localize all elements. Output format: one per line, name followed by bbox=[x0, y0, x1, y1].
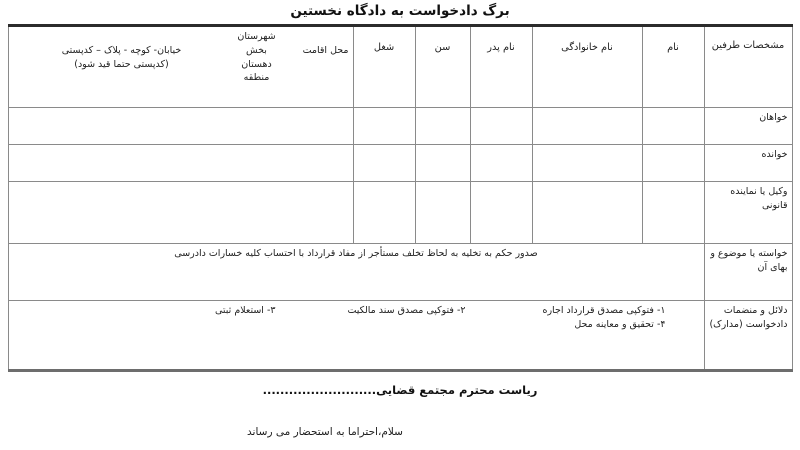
column-header-occupation: شغل bbox=[353, 26, 415, 108]
column-header-parties bbox=[704, 26, 792, 108]
table-row-plaintiff bbox=[8, 108, 792, 145]
cell-documents-list[interactable] bbox=[8, 301, 704, 371]
row-label-defendant: خوانده bbox=[704, 145, 792, 182]
document-item-3: ۳- استعلام ثبتی bbox=[215, 305, 276, 316]
table-header-row bbox=[8, 26, 792, 108]
row-label-plaintiff: خواهان bbox=[704, 108, 792, 145]
documents-line-2 bbox=[13, 318, 700, 332]
table-row-defendant bbox=[8, 145, 792, 182]
row-label-claim: خواسته یا موضوع و بهای آن bbox=[704, 244, 792, 301]
cell-attorney-residence[interactable] bbox=[8, 182, 353, 244]
cell-plaintiff-residence[interactable] bbox=[8, 108, 353, 145]
cell-attorney-last-name[interactable] bbox=[532, 182, 642, 244]
cell-defendant-age[interactable] bbox=[415, 145, 470, 182]
cell-plaintiff-first-name[interactable] bbox=[642, 108, 704, 145]
cell-attorney-first-name[interactable] bbox=[642, 182, 704, 244]
table-row-attorney bbox=[8, 182, 792, 244]
documents-line-1 bbox=[13, 304, 700, 318]
residence-admin-divisions: شهرستان بخش دهستان منطقه bbox=[237, 31, 276, 84]
cell-plaintiff-occupation[interactable] bbox=[353, 108, 415, 145]
cell-defendant-residence[interactable] bbox=[8, 145, 353, 182]
column-header-first-name: نام bbox=[642, 26, 704, 108]
addressee-line: ریاست محترم مجتمع قضایی.......................... bbox=[262, 383, 538, 397]
cell-defendant-last-name[interactable] bbox=[532, 145, 642, 182]
petition-form-table bbox=[8, 24, 793, 372]
table-row-documents bbox=[8, 301, 792, 371]
column-header-residence bbox=[8, 26, 353, 108]
cell-plaintiff-father-name[interactable] bbox=[470, 108, 532, 145]
document-item-4: ۴- تحقیق و معاینه محل bbox=[574, 318, 666, 330]
column-header-last-name: نام خانوادگی bbox=[532, 26, 642, 108]
greeting-line: سلام،احتراما به استحضار می رساند bbox=[247, 426, 403, 438]
table-row-claim bbox=[8, 244, 792, 301]
page-title: برگ دادخواست به دادگاه نخستین bbox=[290, 3, 510, 19]
cell-attorney-father-name[interactable] bbox=[470, 182, 532, 244]
row-label-attorney: وکیل یا نماینده قانونی bbox=[704, 182, 792, 244]
cell-plaintiff-age[interactable] bbox=[415, 108, 470, 145]
cell-plaintiff-last-name[interactable] bbox=[532, 108, 642, 145]
cell-attorney-occupation[interactable] bbox=[353, 182, 415, 244]
document-item-1: ۱- فتوکپی مصدق قرارداد اجاره bbox=[542, 305, 666, 316]
residence-address-detail: خیابان- کوچه - پلاک – کدپستی (کدپستی حتما قید شود) bbox=[61, 45, 182, 70]
residence-main-label: محل اقامت bbox=[302, 45, 349, 56]
document-item-2: ۲- فتوکپی مصدق سند مالکیت bbox=[347, 305, 466, 316]
cell-claim-text[interactable]: صدور حکم به تخلیه به لحاظ تخلف مستأجر از مفاد قرارداد با احتساب کلیه خسارات دادرسی bbox=[8, 244, 704, 301]
column-header-parties-label: مشخصات طرفین bbox=[711, 40, 785, 51]
column-header-age: سن bbox=[415, 26, 470, 108]
cell-defendant-first-name[interactable] bbox=[642, 145, 704, 182]
row-label-documents: دلائل و منضمات دادخواست (مدارک) bbox=[704, 301, 792, 371]
cell-defendant-occupation[interactable] bbox=[353, 145, 415, 182]
cell-defendant-father-name[interactable] bbox=[470, 145, 532, 182]
column-header-father-name: نام پدر bbox=[470, 26, 532, 108]
cell-attorney-age[interactable] bbox=[415, 182, 470, 244]
